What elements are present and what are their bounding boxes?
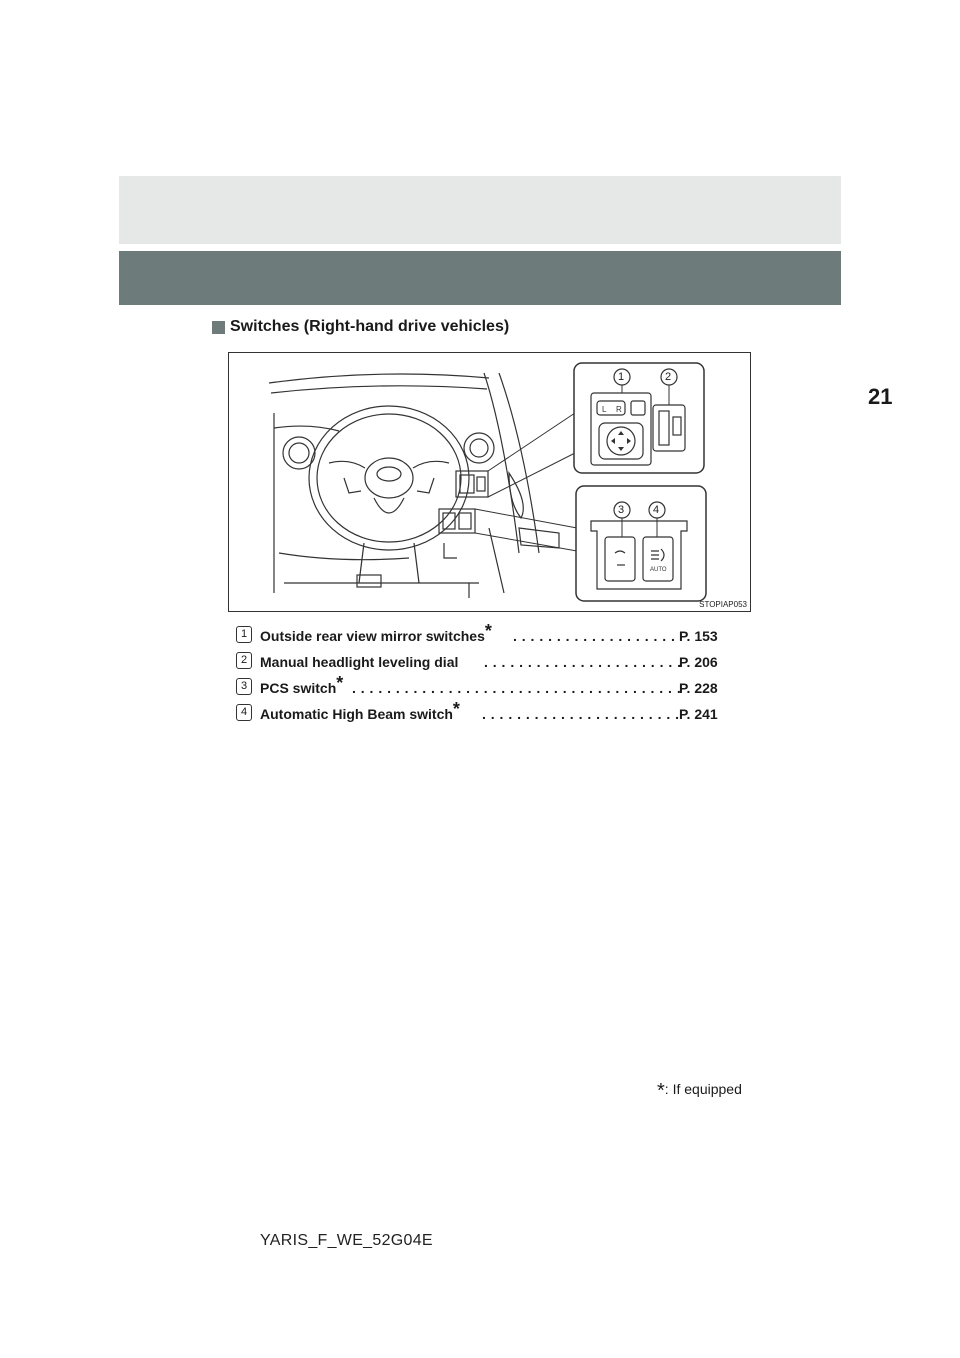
heading-square-icon bbox=[212, 321, 225, 334]
page-reference-link[interactable]: P. 241 bbox=[679, 706, 718, 722]
switch-illustration bbox=[228, 352, 751, 612]
item-number-badge: 3 bbox=[236, 678, 252, 695]
item-leader-dots: . . . . . . . . . . . . . . . . . . . . . . . . . . . . . . . . . . . . . . bbox=[352, 680, 682, 696]
item-leader-dots: . . . . . . . . . . . . . . . . . . . bbox=[513, 628, 676, 644]
dashboard-drawing bbox=[229, 353, 750, 611]
callout-2: 2 bbox=[665, 371, 672, 383]
item-number-badge: 2 bbox=[236, 652, 252, 669]
heading-text: Switches (Right-hand drive vehicles) bbox=[230, 318, 510, 335]
footnote-asterisk: * bbox=[657, 1080, 665, 1102]
callout-1: 1 bbox=[618, 371, 625, 383]
svg-text:AUTO: AUTO bbox=[650, 567, 667, 573]
item-label: Manual headlight leveling dial bbox=[260, 654, 459, 670]
item-leader-dots: . . . . . . . . . . . . . . . . . . . . . . . bbox=[484, 654, 682, 670]
item-label: Outside rear view mirror switches* bbox=[260, 621, 492, 644]
header-bar bbox=[119, 251, 841, 305]
page-reference-link[interactable]: P. 206 bbox=[679, 654, 718, 670]
item-label: PCS switch* bbox=[260, 673, 344, 696]
document-code: YARIS_F_WE_52G04E bbox=[260, 1232, 433, 1249]
footnote-text: : If equipped bbox=[664, 1081, 742, 1097]
item-leader-dots: . . . . . . . . . . . . . . . . . . . . . . . bbox=[482, 706, 680, 722]
item-number-badge: 4 bbox=[236, 704, 252, 721]
page-reference-link[interactable]: P. 153 bbox=[679, 628, 718, 644]
figure-code: STOPIAP053 bbox=[699, 600, 747, 609]
page-reference-link[interactable]: P. 228 bbox=[679, 680, 718, 696]
item-label: Automatic High Beam switch* bbox=[260, 699, 460, 722]
svg-text:L: L bbox=[602, 405, 607, 414]
item-number-badge: 1 bbox=[236, 626, 252, 643]
footnote bbox=[657, 1080, 742, 1103]
callout-4: 4 bbox=[653, 504, 660, 516]
section-heading bbox=[212, 318, 509, 336]
callout-3: 3 bbox=[618, 504, 625, 516]
page-number: 21 bbox=[868, 384, 893, 409]
svg-text:R: R bbox=[616, 405, 622, 414]
